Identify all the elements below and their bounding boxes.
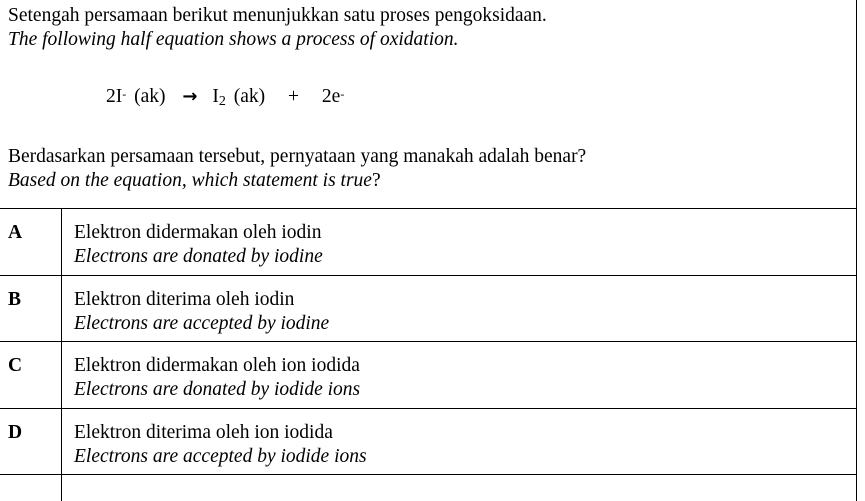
- intro-text: [8, 4, 848, 52]
- option-text: [74, 221, 323, 269]
- electrons: 2e-: [321, 86, 345, 107]
- product: I2: [212, 86, 226, 109]
- option-text: [74, 421, 367, 469]
- half-equation: [106, 85, 344, 111]
- options-table: [0, 208, 857, 499]
- column-divider: [61, 208, 62, 501]
- reactant: 2I-: [106, 86, 127, 107]
- option-letter: B: [8, 288, 22, 310]
- option-text: [74, 354, 360, 402]
- option-letter: A: [8, 222, 23, 243]
- option-english: Electrons are accepted by iodide ions: [74, 445, 367, 467]
- reactant-state: (ak): [134, 86, 166, 107]
- option-text: [74, 288, 329, 336]
- empty-row: [0, 475, 857, 499]
- option-english: Electrons are accepted by iodine: [74, 312, 330, 334]
- product-state: (ak): [233, 86, 266, 107]
- intro-english: The following half equation shows a process of oxidation.: [8, 29, 459, 50]
- question-text: [8, 145, 586, 193]
- option-d-row[interactable]: [0, 409, 857, 476]
- option-english: Electrons are donated by iodine: [74, 246, 323, 267]
- question-english: Based on the equation, which statement is true?: [8, 170, 381, 191]
- option-malay: Elektron diterima oleh iodin: [74, 288, 295, 310]
- option-b-row[interactable]: [0, 276, 857, 343]
- intro-malay: Setengah persamaan berikut menunjukkan satu proses pengoksidaan.: [8, 5, 547, 26]
- option-c-row[interactable]: [0, 342, 857, 409]
- arrow-icon: →: [182, 86, 198, 107]
- option-malay: Elektron didermakan oleh iodin: [74, 222, 322, 243]
- option-malay: Elektron didermakan oleh ion iodida: [74, 355, 360, 376]
- option-letter: D: [8, 421, 23, 443]
- option-a-row[interactable]: [0, 209, 857, 276]
- option-malay: Elektron diterima oleh ion iodida: [74, 421, 333, 443]
- question-malay: Berdasarkan persamaan tersebut, pernyataan yang manakah adalah benar?: [8, 146, 587, 167]
- option-letter: C: [8, 355, 23, 376]
- option-english: Electrons are donated by iodide ions: [74, 379, 361, 400]
- plus-sign: +: [288, 86, 300, 107]
